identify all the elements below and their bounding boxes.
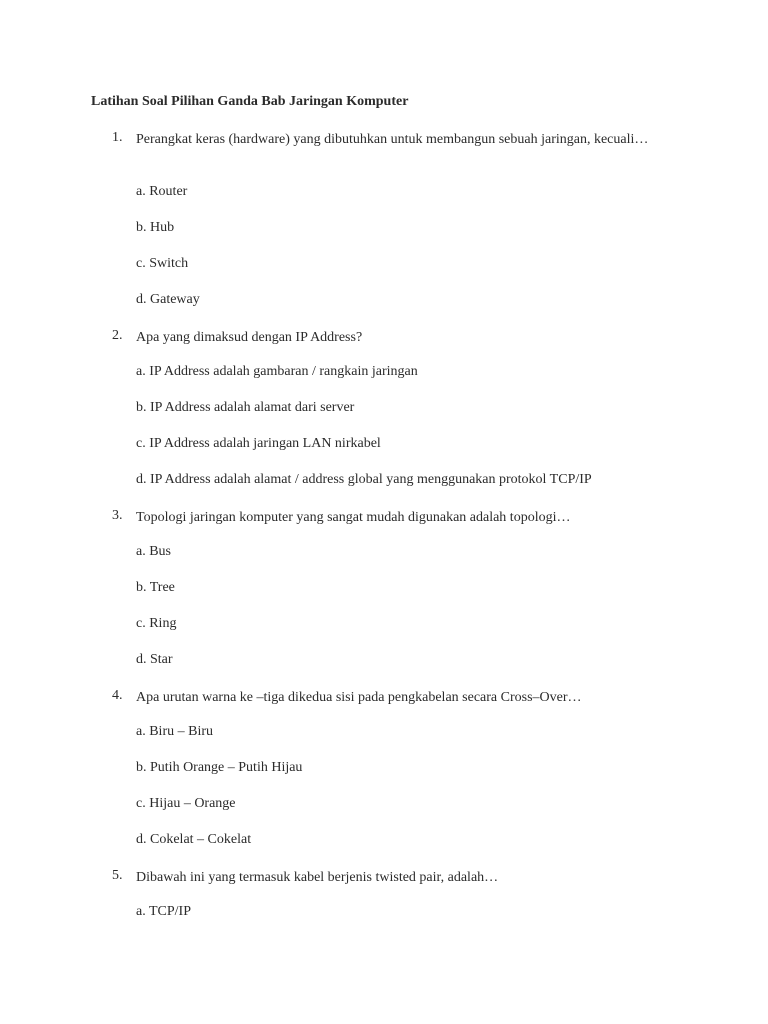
question-text: Apa yang dimaksud dengan IP Address? bbox=[136, 330, 363, 345]
question-number: 5. bbox=[112, 868, 123, 883]
question-number: 3. bbox=[112, 508, 123, 523]
page-title: Latihan Soal Pilihan Ganda Bab Jaringan Komputer bbox=[91, 94, 409, 109]
question-number: 2. bbox=[112, 328, 123, 343]
option-a: a. Biru – Biru bbox=[136, 724, 213, 739]
question-text: Apa urutan warna ke –tiga dikedua sisi pada pengkabelan secara Cross–Over… bbox=[136, 690, 582, 705]
option-a: a. Bus bbox=[136, 544, 171, 559]
option-b: b. Putih Orange – Putih Hijau bbox=[136, 760, 303, 775]
option-d: d. Gateway bbox=[136, 292, 200, 307]
option-c: c. Hijau – Orange bbox=[136, 796, 236, 811]
option-b: b. IP Address adalah alamat dari server bbox=[136, 400, 355, 415]
question-text: Dibawah ini yang termasuk kabel berjenis twisted pair, adalah… bbox=[136, 870, 499, 885]
question-text: Perangkat keras (hardware) yang dibutuhkan untuk membangun sebuah jaringan, kecuali… bbox=[136, 132, 649, 147]
question-text: Topologi jaringan komputer yang sangat mudah digunakan adalah topologi… bbox=[136, 510, 571, 525]
option-a: a. TCP/IP bbox=[136, 904, 191, 919]
option-a: a. IP Address adalah gambaran / rangkain jaringan bbox=[136, 364, 418, 379]
option-c: c. IP Address adalah jaringan LAN nirkabel bbox=[136, 436, 381, 451]
option-a: a. Router bbox=[136, 184, 188, 199]
option-d: d. Star bbox=[136, 652, 173, 667]
option-b: b. Tree bbox=[136, 580, 175, 595]
option-d: d. IP Address adalah alamat / address global yang menggunakan protokol TCP/IP bbox=[136, 472, 592, 487]
question-number: 1. bbox=[112, 130, 123, 145]
question-number: 4. bbox=[112, 688, 123, 703]
option-c: c. Switch bbox=[136, 256, 189, 271]
option-d: d. Cokelat – Cokelat bbox=[136, 832, 252, 847]
option-c: c. Ring bbox=[136, 616, 177, 631]
option-b: b. Hub bbox=[136, 220, 175, 235]
